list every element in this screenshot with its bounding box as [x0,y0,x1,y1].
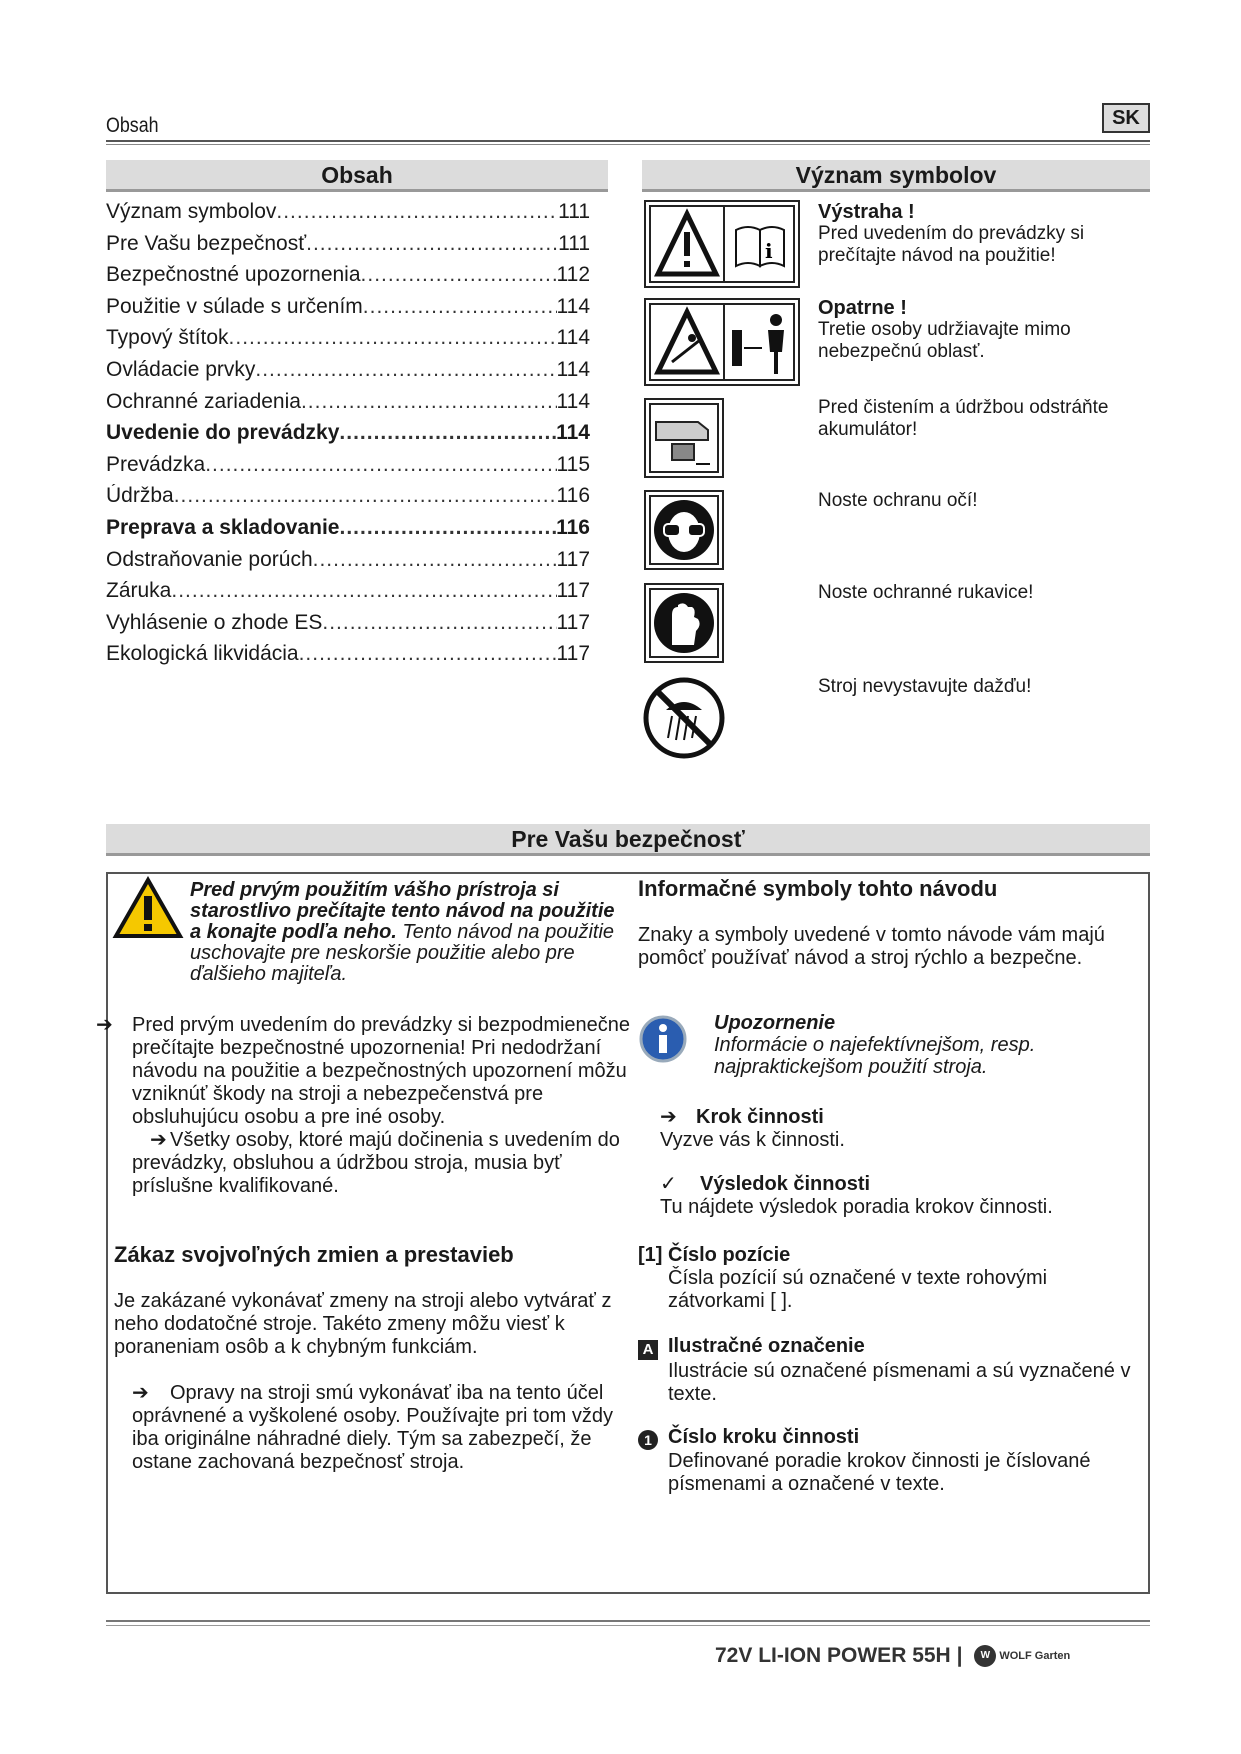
toc-label: Použitie v súlade s určením [106,294,363,318]
eye-protection-icon [646,492,722,568]
footer [715,1644,1070,1668]
toc-label: Typový štítok [106,326,229,350]
toc-page-number: 117 [556,642,590,666]
toc-page-number: 114 [556,357,590,381]
step-text: Vyzve vás k činnosti. [660,1129,845,1151]
toc-entry [106,484,590,516]
position-heading: Číslo pozície [668,1244,791,1266]
symbol-desc-eyes [818,490,1148,512]
ban-heading: Zákaz svojvoľných zmien a prestavieb [114,1242,514,1267]
gloves-symbol [644,583,724,663]
step-number-text: Definované poradie krokov činnosti je číslované písmenami a označené v texte. [668,1450,1091,1495]
toc-leader-dots [276,200,558,224]
footer-separator: | [956,1644,963,1667]
arrow-icon: ➔ [660,1106,677,1128]
toc-page-number: 114 [556,294,590,318]
toc-label: Vyhlásenie o zhode ES [106,610,323,634]
toc-title: Obsah [106,160,608,192]
note-heading: Upozornenie [714,1012,836,1034]
bullet-item [114,1129,634,1198]
toc-entry [106,390,590,422]
toc-page-number: 115 [556,452,590,476]
toc-leader-dots [205,453,556,477]
toc-page-number: 111 [558,231,590,255]
warning-read-manual-icon [646,202,798,286]
toc-label: Bezpečnostné upozornenia [106,263,361,287]
symbol-heading: Opatrne ! [818,297,907,319]
symbol-text: Pred čistením a údržbou odstráňte akumulátor! [818,397,1109,440]
illustration-heading-row [638,1335,1138,1360]
step-block [660,1106,1140,1152]
toc-leader-dots [339,421,556,445]
bullet-text: Pred prvým uvedením do prevádzky si bezpodmienečne prečítajte bezpečnostné upozornenia! Pri nedodržaní návodu na použitie a bezpečnostných upozornení môžu vzniknúť škody na stroji a nebezpečenstvá pre obsluhujúcu osobu a pre iné osoby. [132,1014,631,1128]
info-icon [638,1014,688,1064]
svg-text:i: i [765,239,773,263]
checkmark-icon: ✓ [660,1173,677,1195]
symbol-heading: Výstraha ! [818,201,915,223]
ban-bullet [132,1382,644,1474]
brand-logo [974,1645,1070,1667]
remove-battery-icon [646,400,722,476]
warning-triangle-icon [112,876,184,940]
no-rain-icon [642,676,726,760]
footer-model: 72V LI-ION POWER 55H [715,1644,951,1667]
toc-leader-dots [306,232,558,256]
note-block [714,1012,1134,1078]
toc-page-number: 114 [556,421,590,445]
symbol-desc-gloves [818,582,1148,604]
wolf-logo-icon: W [974,1645,996,1667]
toc-entry [106,642,590,674]
warning-rest: Tento návod na použitie uschovajte pre neskoršie použitie alebo pre ďalšieho majiteľa. [190,921,615,985]
toc-entry [106,358,590,390]
toc-leader-dots [313,548,557,572]
info-heading: Informačné symboly tohto návodu [638,876,998,901]
symbol-text: Tretie osoby udržiavajte mimo nebezpečnú oblasť. [818,319,1071,362]
warning-text [190,880,630,985]
warning-bold: Pred prvým použitím vášho prístroja si starostlivo prečítajte tento návod na použitie a konajte podľa neho. [190,879,615,943]
toc-leader-dots [322,611,556,635]
note-text: Informácie o najefektívnejšom, resp. najpraktickejšom použití stroja. [714,1034,1036,1078]
result-heading: Výsledok činnosti [700,1173,871,1195]
symbol-desc-warning [818,201,1148,267]
toc-label: Odstraňovanie porúch [106,547,313,571]
toc-entry [106,421,590,453]
toc-label: Prevádzka [106,452,206,476]
toc-leader-dots [174,484,557,508]
step-number-marker: 1 [638,1430,658,1450]
toc-entry [106,548,590,580]
result-heading-row [660,1173,1140,1196]
toc-page-number: 117 [556,610,590,634]
toc-page-number: 117 [556,547,590,571]
symbol-desc-rain [818,676,1148,698]
illustration-heading: Ilustračné označenie [668,1335,865,1357]
safety-title: Pre Vašu bezpečnosť [106,824,1150,856]
arrow-icon: ➔ [150,1129,167,1151]
warning-manual-symbol [644,200,800,288]
toc-label: Údržba [106,484,174,508]
toc-leader-dots [339,516,556,540]
symbol-text: Noste ochranu očí! [818,490,978,511]
position-marker: [1] [638,1244,663,1266]
toc-page-number: 117 [556,579,590,603]
toc-entry [106,453,590,485]
ban-text: Je zakázané vykonávať zmeny na stroji alebo vytvárať z neho dodatočné stroje. Takéto zmeny môžu viesť k poraneniam osôb a k chybným funkciám. [114,1290,612,1358]
toc-label: Ochranné zariadenia [106,389,301,413]
arrow-icon: ➔ [132,1382,149,1404]
toc-page-number: 116 [556,484,590,508]
result-block [660,1173,1140,1219]
arrow-icon: ➔ [96,1014,113,1036]
toc-leader-dots [229,326,557,350]
footer-rule [106,1620,1150,1622]
toc-leader-dots [363,295,557,319]
table-of-contents [106,200,590,674]
position-block [638,1244,1138,1313]
toc-leader-dots [301,390,557,414]
result-text: Tu nájdete výsledok poradia krokov činnosti. [660,1196,1053,1218]
toc-entry [106,326,590,358]
symbol-text: Noste ochranné rukavice! [818,582,1034,603]
symbol-text: Stroj nevystavujte dažďu! [818,676,1032,697]
step-number-heading: Číslo kroku činnosti [668,1426,860,1448]
brand-name: WOLF Garten [999,1650,1071,1663]
protective-gloves-icon [646,585,722,661]
illustration-marker: A [638,1340,658,1360]
step-number-block [638,1426,1138,1496]
toc-entry [106,200,590,232]
footer-rule-thin [106,1625,1150,1626]
safety-bullets [96,1014,634,1198]
bullet-item [96,1014,634,1129]
toc-label: Ovládacie prvky [106,357,256,381]
battery-removal-symbol [644,398,724,478]
toc-label: Význam symbolov [106,200,277,223]
toc-entry [106,611,590,643]
toc-entry [106,263,590,295]
toc-page-number: 114 [556,326,590,350]
position-heading-row [638,1244,1138,1267]
toc-page-number: 112 [556,263,590,287]
toc-label: Uvedenie do prevádzky [106,421,340,445]
toc-entry [106,516,590,548]
bystander-symbol [644,298,800,386]
bullet-text: Opravy na stroji smú vykonávať iba na tento účel oprávnené a vyškolené osoby. Používajte pri tom vždy iba originálne náhradné diely. Tým sa zabezpečí, že ostane zachovaná bezpečnosť stroja. [132,1382,613,1473]
no-rain-symbol [642,676,726,760]
symbol-text: Pred uvedením do prevádzky si prečítajte návod na použitie! [818,223,1085,266]
toc-page-number: 111 [558,200,590,223]
info-text: Znaky a symboly uvedené v tomto návode vám majú pomôcť používať návod a stroj rýchlo a bezpečne. [638,924,1105,969]
toc-leader-dots [171,579,556,603]
toc-entry [106,579,590,611]
toc-label: Preprava a skladovanie [106,515,340,539]
language-badge: SK [1102,103,1150,133]
position-text: Čísla pozícií sú označené v texte rohovými zátvorkami [ ]. [668,1267,1048,1312]
step-number-heading-row [638,1426,1138,1450]
symbol-desc-battery [818,397,1148,441]
toc-label: Záruka [106,579,172,603]
toc-label: Pre Vašu bezpečnosť [106,231,307,255]
eye-protection-symbol [644,490,724,570]
step-heading: Krok činnosti [696,1106,824,1128]
toc-page-number: 114 [556,389,590,413]
toc-page-number: 116 [556,515,590,539]
step-heading-row [660,1106,1140,1129]
toc-leader-dots [361,263,557,287]
header-title: Obsah [106,114,159,137]
toc-leader-dots [299,642,557,666]
symbol-desc-caution [818,297,1148,363]
illustration-text: Ilustrácie sú označené písmenami a sú vyznačené v texte. [668,1360,1131,1405]
keep-bystanders-away-icon [646,300,798,384]
illustration-block [638,1335,1138,1406]
page-header [106,108,1150,142]
bullet-text: Všetky osoby, ktoré majú dočinenia s uvedením do prevádzky, obsluhou a údržbou stroja, musia byť príslušne kvalifikované. [132,1129,620,1197]
toc-entry [106,295,590,327]
toc-label: Ekologická likvidácia [106,642,299,666]
symbols-title: Význam symbolov [642,160,1150,192]
toc-leader-dots [255,358,556,382]
toc-entry [106,232,590,264]
